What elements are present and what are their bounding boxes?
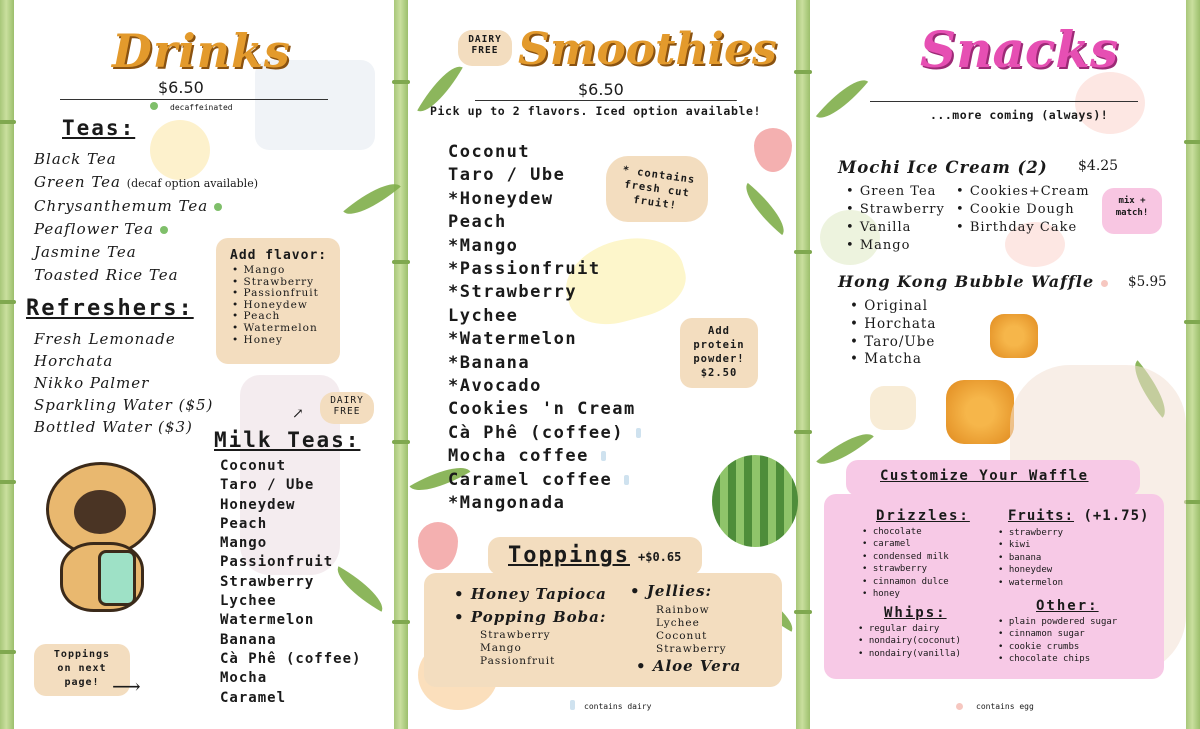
refreshers-list (34, 328, 213, 438)
smoothie-item: Lychee (448, 305, 519, 326)
other-heading: Other: (1036, 598, 1099, 614)
add-flavor-heading: Add flavor: (230, 248, 328, 263)
protein-note (680, 318, 758, 388)
smoothies-dairy-free-badge: DAIRY FREE (458, 30, 512, 66)
watermelon-illustration (712, 455, 798, 547)
waffle-name: Hong Kong Bubble Waffle (838, 270, 1108, 293)
smoothie-item: *Strawberry (448, 282, 578, 303)
milk-tea-item: Peach (220, 515, 268, 532)
milk-tea-item: Passionfruit (220, 554, 334, 571)
dairy-legend: contains dairy (584, 702, 652, 711)
add-flavor-box (216, 238, 340, 364)
fruits-heading: Fruits: (+1.75) (1008, 508, 1150, 524)
fresh-fruit-text: * contains fresh cut fruit! (621, 164, 697, 212)
protein-text: Add protein powder! $2.50 (693, 325, 745, 379)
drinks-price: $6.50 (158, 78, 204, 97)
smoothie-item: *Mango (448, 235, 519, 256)
decaf-legend: decaffeinated (170, 103, 233, 112)
smoothie-item: *Mangonada (448, 493, 566, 514)
toppings-heading: Toppings (508, 543, 630, 568)
leaf-decoration (343, 173, 401, 225)
tea-item: Toasted Rice Tea (34, 266, 179, 284)
milk-tea-item: Coconut (220, 458, 287, 474)
milk-tea-item: Caramel (220, 689, 287, 706)
strawberry-illustration (418, 522, 458, 570)
green-tea-note: (decaf option available) (126, 177, 259, 190)
add-flavor-list: • Mango • Strawberry • Passionfruit • Honeydew • Peach • Watermelon • Honey (232, 265, 340, 346)
tea-item: Black Tea (34, 150, 117, 168)
smoothies-subtitle: Pick up to 2 flavors. Iced option available! (430, 104, 762, 118)
honey-tapioca: • Honey Tapioca (454, 585, 607, 603)
smoothie-item: Taro / Ube (448, 165, 566, 186)
toppings-next-page-text: Toppings on next page! (53, 649, 111, 688)
arrow-icon: ↗ (292, 406, 304, 422)
smoothie-item: Coconut (448, 142, 531, 162)
snacks-title: Snacks (920, 20, 1119, 79)
mochi-list-col1: • Green Tea • Strawberry • Vanilla • Mango (846, 183, 945, 255)
mochi-price: $4.25 (1078, 158, 1119, 174)
milk-tea-item: Banana (220, 631, 277, 648)
smoothie-item: *Honeydew (448, 188, 554, 209)
milk-tea-dairy-free-badge: DAIRY FREE (320, 392, 374, 424)
dairy-icon (636, 428, 641, 438)
refresher-item: Horchata (34, 352, 114, 370)
egg-icon (1101, 280, 1108, 287)
aloe-vera: • Aloe Vera (636, 657, 742, 675)
smoothies-title: Smoothies (518, 24, 777, 75)
tea-item: Chrysanthemum Tea (34, 195, 258, 218)
milk-tea-item: Taro / Ube (220, 477, 315, 494)
snacks-subtitle: ...more coming (always)! (930, 108, 1109, 122)
decaf-leaf-icon (160, 226, 168, 234)
mochi-name: Mochi Ice Cream (2) (838, 158, 1048, 177)
smoothies-price: $6.50 (578, 80, 624, 99)
smoothie-item: Mocha coffee (448, 445, 641, 468)
popping-boba-heading: • Popping Boba: (454, 608, 607, 626)
waffle-illustration (870, 386, 916, 430)
smoothie-item: *Passionfruit (448, 259, 601, 280)
drinks-rule (60, 99, 328, 100)
dairy-icon (601, 451, 606, 461)
other-list: • plain powdered sugar • cinnamon sugar • cookie crumbs • chocolate chips (998, 616, 1117, 666)
egg-legend: contains egg (976, 702, 1034, 711)
bamboo-border-right (1186, 0, 1200, 729)
leaf-decoration (816, 70, 868, 128)
tea-item: Green Tea (decaf option available) (34, 173, 259, 191)
drizzles-heading: Drizzles: (876, 508, 970, 524)
waffle-illustration (946, 380, 1014, 444)
refresher-item: Fresh Lemonade (34, 330, 176, 348)
teas-heading: Teas: (62, 116, 136, 140)
smoothie-item: Cà Phê (coffee) (448, 422, 641, 445)
strawberry-illustration (754, 128, 792, 172)
fresh-fruit-note (606, 156, 708, 222)
jellies-list: Rainbow Lychee Coconut Strawberry (656, 604, 727, 655)
toppings-price: +$0.65 (638, 550, 682, 564)
mix-match-badge: mix + match! (1102, 188, 1162, 234)
bamboo-divider-2 (796, 0, 810, 729)
milk-tea-item: Lychee (220, 593, 277, 610)
snacks-rule (870, 101, 1138, 102)
refresher-item: Nikko Palmer (34, 374, 150, 392)
smoothie-item: *Avocado (448, 376, 542, 397)
bamboo-divider-1 (394, 0, 408, 729)
smoothie-item: Peach (448, 212, 507, 233)
milk-tea-item: Honeydew (220, 496, 296, 513)
pug-mascot-illustration (36, 462, 166, 622)
dairy-icon (624, 475, 629, 485)
mochi-illustration (1075, 72, 1145, 134)
popping-boba-list: Strawberry Mango Passionfruit (480, 629, 556, 667)
customize-heading: Customize Your Waffle (880, 468, 1089, 484)
milk-teas-list (220, 457, 361, 708)
arrow-right-icon: ⟶ (112, 674, 141, 698)
mochi-list-col2: • Cookies+Cream • Cookie Dough • Birthday Cake (956, 183, 1090, 237)
bamboo-border-left (0, 0, 14, 729)
egg-icon (956, 703, 963, 710)
waffle-flavors: • Original • Horchata • Taro/Ube • Matcha (850, 298, 936, 369)
whips-list: • regular dairy • nondairy(coconut) • nondairy(vanilla) (858, 623, 961, 660)
fruits-list: • strawberry • kiwi • banana • honeydew • watermelon (998, 527, 1063, 589)
smoothie-item: *Watermelon (448, 329, 578, 350)
milk-tea-item: Strawberry (220, 573, 315, 590)
dairy-icon (570, 700, 575, 710)
refresher-item: Sparkling Water ($5) (34, 396, 214, 414)
tea-item: Peaflower Tea (34, 218, 258, 241)
milk-tea-item: Mocha (220, 670, 268, 687)
refreshers-heading: Refreshers: (26, 296, 194, 321)
waffle-price: $5.95 (1128, 274, 1167, 290)
whips-heading: Whips: (884, 605, 947, 621)
smoothie-item: *Banana (448, 352, 531, 373)
refresher-item: Bottled Water ($3) (34, 418, 193, 436)
milk-tea-item: Mango (220, 535, 268, 552)
waffle-illustration (990, 314, 1038, 358)
drizzles-list: • chocolate • caramel • condensed milk • strawberry • cinnamon dulce • honey (862, 526, 949, 600)
decaf-leaf-icon (150, 102, 158, 110)
smoothies-rule (475, 100, 737, 101)
tea-item: Jasmine Tea (34, 243, 137, 261)
drinks-title: Drinks (112, 24, 291, 78)
smoothie-item: Cookies 'n Cream (448, 399, 636, 420)
leaf-decoration (736, 183, 794, 235)
decaf-leaf-icon (214, 203, 222, 211)
jellies-heading: • Jellies: (630, 582, 713, 600)
milk-tea-item: Watermelon (220, 612, 315, 629)
milk-teas-heading: Milk Teas: (214, 428, 361, 452)
smoothie-item: Caramel coffee (448, 469, 641, 492)
milk-tea-item: Cà Phê (coffee) (220, 650, 362, 667)
